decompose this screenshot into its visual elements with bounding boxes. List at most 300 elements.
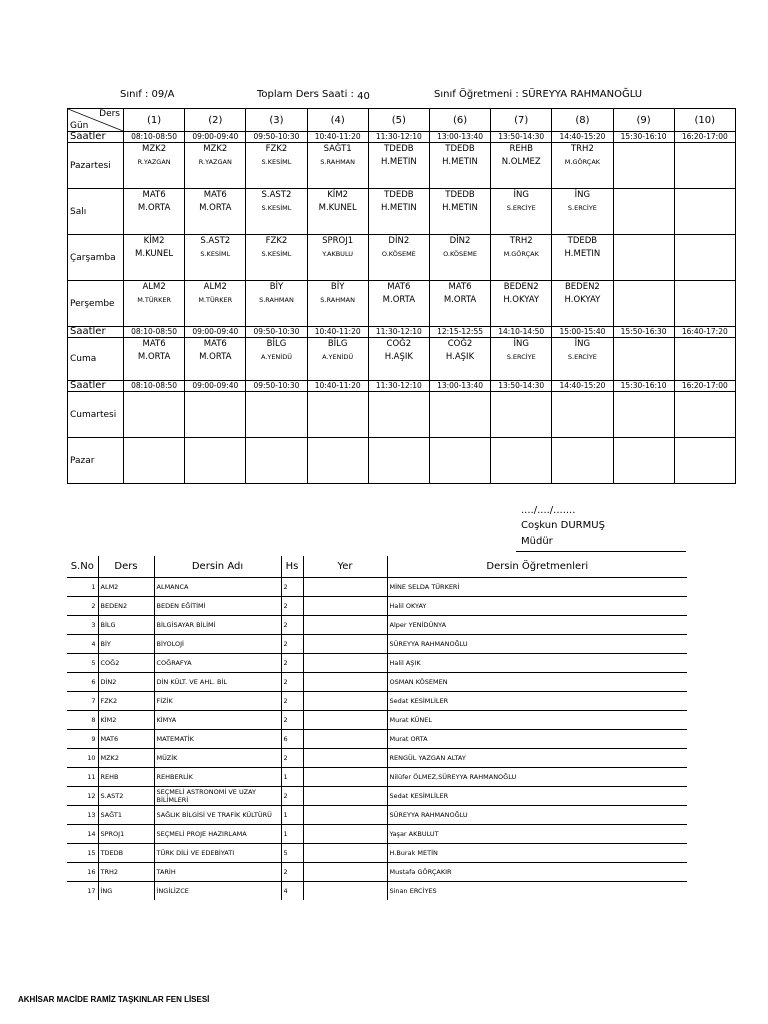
lesson-teacher: M.ORTA (137, 352, 171, 362)
course-code: BİY (98, 635, 154, 654)
lesson-cell (185, 143, 246, 189)
lesson-teacher: S.RAHMAN (259, 296, 294, 304)
course-hours: 2 (281, 616, 303, 635)
course-teachers: Alper YENİDÜNYA (387, 616, 687, 635)
corner-gun-label: Gün (70, 121, 89, 131)
lesson-teacher: H.AŞIK (445, 352, 475, 362)
lesson-code: FZK2 (265, 144, 288, 154)
lesson-teacher: S.ERCİYE (506, 353, 536, 361)
lesson-cell (552, 338, 613, 381)
lesson-teacher: M.GÖRÇAK (503, 250, 539, 258)
weekly-schedule-table (67, 108, 736, 484)
lesson-teacher: M.KÜNEL (318, 203, 357, 213)
course-code: BİLG (98, 616, 154, 635)
lesson-teacher: R.YAZGAN (137, 158, 171, 166)
lesson-teacher: H.OKYAY (503, 295, 540, 305)
table-row (67, 730, 687, 749)
course-location (303, 578, 387, 597)
time-slot: 09:00-09:40 (185, 132, 246, 143)
lesson-code: ALM2 (203, 282, 227, 292)
course-code: S.AST2 (98, 787, 154, 806)
course-name: İNGİLİZCE (154, 882, 281, 901)
course-name: TARİH (154, 863, 281, 882)
lesson-code: İNG (574, 190, 591, 200)
lesson-code: İNG (574, 339, 591, 349)
course-teachers: Nilüfer ÖLMEZ,SÜREYYA RAHMANOĞLU (387, 768, 687, 787)
day-label: Cumartesi (68, 392, 124, 438)
day-row-cuma (68, 338, 736, 381)
lesson-cell (613, 235, 674, 281)
col-header-ders: Ders (98, 556, 154, 578)
lesson-code: MAT6 (142, 339, 166, 349)
row-number: 17 (67, 882, 98, 901)
course-code: ALM2 (98, 578, 154, 597)
lesson-teacher: N.ÖLMEZ (501, 157, 541, 167)
lesson-teacher: H.AŞIK (384, 352, 413, 362)
course-hours: 2 (281, 597, 303, 616)
class-teacher: Sınıf Öğretmeni : SÜREYYA RAHMANOĞLU (434, 89, 643, 100)
course-location (303, 863, 387, 882)
course-name: SEÇMELİ PROJE HAZIRLAMA (154, 825, 281, 844)
time-slot: 14:40-15:20 (552, 381, 613, 392)
lesson-cell (429, 338, 490, 381)
lesson-teacher: M.ORTA (199, 352, 232, 362)
corner-cell (68, 109, 124, 132)
lesson-cell (246, 143, 307, 189)
course-hours: 2 (281, 578, 303, 597)
table-row (67, 882, 687, 901)
course-name: DİN KÜLT. VE AHL. BİL (154, 673, 281, 692)
course-code: İNG (98, 882, 154, 901)
course-name: ALMANCA (154, 578, 281, 597)
lesson-cell (368, 235, 429, 281)
time-slot: 09:00-09:40 (185, 381, 246, 392)
course-location (303, 673, 387, 692)
lesson-cell (613, 189, 674, 235)
time-slot: 16:20-17:00 (674, 132, 735, 143)
time-slot: 13:00-13:40 (429, 132, 490, 143)
table-row (67, 806, 687, 825)
lesson-code: İNG (513, 339, 529, 349)
lesson-cell (674, 338, 735, 381)
day-row-cumartesi (68, 392, 736, 438)
col-header-yer: Yer (303, 556, 387, 578)
course-location (303, 749, 387, 768)
lesson-cell (124, 143, 185, 189)
lesson-cell (491, 235, 552, 281)
course-name: MÜZİK (154, 749, 281, 768)
period-header: (6) (429, 109, 490, 132)
lesson-cell (613, 438, 674, 484)
lesson-code: COĞ2 (386, 339, 412, 349)
lesson-cell (124, 438, 185, 484)
time-slot: 16:20-17:00 (674, 381, 735, 392)
course-hours: 4 (281, 882, 303, 901)
course-location (303, 806, 387, 825)
lesson-cell (307, 338, 368, 381)
lesson-teacher: S.KESİML (200, 250, 231, 258)
course-teachers: Halil OKYAY (387, 597, 687, 616)
times-row (68, 132, 736, 143)
time-slot: 09:50-10:30 (246, 327, 307, 338)
course-code: TRH2 (98, 863, 154, 882)
lesson-teacher: S.ERCİYE (567, 204, 597, 212)
course-name: BEDEN EĞİTİMİ (154, 597, 281, 616)
lesson-cell (429, 143, 490, 189)
period-header: (8) (552, 109, 613, 132)
course-location (303, 882, 387, 901)
day-label: Çarşamba (68, 235, 124, 281)
lesson-cell (429, 438, 490, 484)
lesson-code: ALM2 (142, 282, 166, 292)
course-teachers: Yaşar AKBULUT (387, 825, 687, 844)
row-number: 12 (67, 787, 98, 806)
time-slot: 11:30-12:10 (368, 381, 429, 392)
table-row (67, 787, 687, 806)
lesson-cell (613, 281, 674, 327)
course-teachers: Murat ORTA (387, 730, 687, 749)
course-code: REHB (98, 768, 154, 787)
lesson-cell (185, 438, 246, 484)
time-slot: 16:40-17:20 (674, 327, 735, 338)
course-location (303, 787, 387, 806)
total-hours-value: 40 (357, 91, 370, 102)
lesson-code: REHB (509, 144, 533, 154)
lesson-code: MAT6 (203, 190, 227, 200)
row-number: 1 (67, 578, 98, 597)
row-number: 3 (67, 616, 98, 635)
course-code: COĞ2 (98, 654, 154, 673)
course-name: MATEMATİK (154, 730, 281, 749)
lesson-code: MAT6 (203, 339, 227, 349)
course-name: FİZİK (154, 692, 281, 711)
course-hours: 1 (281, 768, 303, 787)
period-header: (1) (124, 109, 185, 132)
course-teachers: MİNE SELDA TÜRKERİ (387, 578, 687, 597)
total-hours-label: Toplam Ders Saati : (257, 89, 358, 100)
lesson-code: TDEDB (384, 144, 414, 154)
day-label: Cuma (68, 338, 124, 381)
day-row-sali (68, 189, 736, 235)
course-location (303, 616, 387, 635)
time-slot: 15:50-16:30 (613, 327, 674, 338)
course-name: TÜRK DİLİ VE EDEBİYATI (154, 844, 281, 863)
course-teachers: Sedat KESİMLİLER (387, 692, 687, 711)
period-header: (7) (491, 109, 552, 132)
lesson-cell (552, 189, 613, 235)
time-slot: 11:30-12:10 (368, 132, 429, 143)
lesson-teacher: S.ERCİYE (567, 353, 597, 361)
saatler-label: Saatler (68, 132, 124, 143)
period-header: (10) (674, 109, 735, 132)
course-location (303, 711, 387, 730)
lesson-teacher: S.KESİML (261, 204, 292, 212)
row-number: 2 (67, 597, 98, 616)
saatler-label: Saatler (68, 327, 124, 338)
signature-date: ..../..../....... (521, 505, 576, 516)
time-slot: 13:00-13:40 (429, 381, 490, 392)
lesson-cell (246, 235, 307, 281)
lesson-cell (552, 281, 613, 327)
course-hours: 2 (281, 673, 303, 692)
table-row (67, 692, 687, 711)
lesson-cell (124, 392, 185, 438)
lesson-cell (307, 392, 368, 438)
course-teachers: SÜREYYA RAHMANOĞLU (387, 635, 687, 654)
course-teachers: Sedat KESİMLİLER (387, 787, 687, 806)
lesson-cell (185, 392, 246, 438)
lesson-code: TDEDB (445, 144, 475, 154)
table-row (67, 673, 687, 692)
lesson-cell (552, 438, 613, 484)
day-row-pazar (68, 438, 736, 484)
course-name: REHBERLİK (154, 768, 281, 787)
course-list-header-row (67, 556, 687, 578)
table-row (67, 616, 687, 635)
time-slot: 08:10-08:50 (124, 132, 185, 143)
lesson-cell (491, 143, 552, 189)
lesson-cell (185, 281, 246, 327)
lesson-cell (124, 338, 185, 381)
course-code: SPROJ1 (98, 825, 154, 844)
day-label: Pazartesi (68, 143, 124, 189)
school-name-footer: AKHİSAR MACİDE RAMİZ TAŞKINLAR FEN LİSESİ (18, 995, 210, 1004)
lesson-code: DİN2 (449, 236, 471, 246)
lesson-code: S.AST2 (200, 236, 231, 246)
table-row (67, 578, 687, 597)
col-header-hs: Hs (281, 556, 303, 578)
lesson-code: BİLG (327, 339, 348, 349)
course-hours: 5 (281, 844, 303, 863)
course-location (303, 635, 387, 654)
course-name: BİYOLOJİ (154, 635, 281, 654)
lesson-cell (674, 189, 735, 235)
day-label: Perşembe (68, 281, 124, 327)
lesson-teacher: R.YAZGAN (198, 158, 232, 166)
row-number: 9 (67, 730, 98, 749)
time-slot: 13:50-14:30 (491, 381, 552, 392)
course-teachers: RENGÜL YAZGAN ALTAY (387, 749, 687, 768)
lesson-teacher: O.KÖSEME (381, 250, 416, 258)
course-code: TDEDB (98, 844, 154, 863)
time-slot: 09:50-10:30 (246, 132, 307, 143)
time-slot: 08:10-08:50 (124, 327, 185, 338)
course-teachers: Murat KÜNEL (387, 711, 687, 730)
course-list-body (67, 578, 687, 901)
times-row (68, 381, 736, 392)
time-slot: 15:30-16:10 (613, 381, 674, 392)
lesson-cell (307, 189, 368, 235)
lesson-cell (307, 438, 368, 484)
lesson-teacher: Y.AKBULU (322, 250, 353, 258)
lesson-teacher: M.ORTA (382, 295, 416, 305)
lesson-teacher: H.METİN (564, 249, 601, 259)
course-location (303, 730, 387, 749)
row-number: 10 (67, 749, 98, 768)
period-header-row (68, 109, 736, 132)
lesson-cell (246, 392, 307, 438)
lesson-cell (429, 281, 490, 327)
course-name: KİMYA (154, 711, 281, 730)
course-hours: 1 (281, 806, 303, 825)
course-location (303, 825, 387, 844)
course-hours: 2 (281, 787, 303, 806)
table-row (67, 635, 687, 654)
course-teachers: Mustafa GÖRÇAKIR (387, 863, 687, 882)
course-teachers: H.Burak METİN (387, 844, 687, 863)
row-number: 4 (67, 635, 98, 654)
lesson-cell (491, 338, 552, 381)
row-number: 7 (67, 692, 98, 711)
lesson-code: KİM2 (143, 236, 165, 246)
course-hours: 2 (281, 749, 303, 768)
lesson-code: İNG (513, 190, 529, 200)
course-hours: 2 (281, 692, 303, 711)
course-code: MAT6 (98, 730, 154, 749)
lesson-teacher: M.TÜRKER (137, 296, 171, 304)
lesson-cell (674, 281, 735, 327)
lesson-cell (368, 438, 429, 484)
lesson-cell (491, 189, 552, 235)
principal-title: Müdür (521, 536, 553, 547)
course-teachers: OSMAN KÖSEMEN (387, 673, 687, 692)
lesson-cell (429, 235, 490, 281)
course-teachers: Halil AŞIK (387, 654, 687, 673)
table-row (67, 844, 687, 863)
period-header: (4) (307, 109, 368, 132)
course-hours: 1 (281, 825, 303, 844)
lesson-code: S.AST2 (261, 190, 292, 200)
course-hours: 2 (281, 635, 303, 654)
lesson-teacher: H.METİN (380, 203, 417, 213)
time-slot: 09:00-09:40 (185, 327, 246, 338)
lesson-code: TRH2 (509, 236, 533, 246)
lesson-teacher: M.ORTA (199, 203, 232, 213)
lesson-teacher: S.RAHMAN (320, 296, 355, 304)
lesson-cell (674, 438, 735, 484)
lesson-teacher: S.KESİML (261, 158, 292, 166)
lesson-teacher: M.ORTA (137, 203, 171, 213)
lesson-code: KİM2 (327, 190, 349, 200)
day-row-carsamba (68, 235, 736, 281)
time-slot: 15:30-16:10 (613, 132, 674, 143)
lesson-teacher: S.ERCİYE (506, 204, 536, 212)
lesson-teacher: O.KÖSEME (443, 250, 477, 258)
lesson-cell (552, 235, 613, 281)
course-teachers: Sinan ERCİYES (389, 887, 437, 895)
lesson-cell (491, 392, 552, 438)
period-header: (9) (613, 109, 674, 132)
day-label: Pazar (68, 438, 124, 484)
course-name: BİLGİSAYAR BİLİMİ (154, 616, 281, 635)
lesson-teacher: H.METİN (442, 157, 478, 167)
lesson-cell (246, 338, 307, 381)
course-code: BEDEN2 (98, 597, 154, 616)
lesson-code: TDEDB (567, 236, 598, 246)
row-number: 15 (67, 844, 98, 863)
course-location (303, 597, 387, 616)
lesson-cell (246, 189, 307, 235)
lesson-code: SPROJ1 (322, 236, 354, 246)
course-teachers: SÜREYYA RAHMANOĞLU (387, 806, 687, 825)
course-location (303, 692, 387, 711)
lesson-teacher: S.KESİML (261, 250, 292, 258)
lesson-code: BİY (269, 282, 284, 292)
table-row (67, 711, 687, 730)
lesson-cell (674, 235, 735, 281)
table-row (67, 597, 687, 616)
row-number: 8 (67, 711, 98, 730)
lesson-cell (185, 338, 246, 381)
col-header-dersin-adi: Dersin Adı (154, 556, 281, 578)
course-code: FZK2 (98, 692, 154, 711)
lesson-cell (307, 235, 368, 281)
lesson-cell (368, 281, 429, 327)
course-code: KİM2 (98, 711, 154, 730)
lesson-code: BEDEN2 (564, 282, 600, 292)
lesson-teacher: M.GÖRÇAK (564, 158, 601, 166)
row-number: 13 (67, 806, 98, 825)
lesson-cell (368, 338, 429, 381)
row-number: 11 (67, 768, 98, 787)
table-row (67, 654, 687, 673)
times-row (68, 327, 736, 338)
lesson-teacher: H.METİN (380, 157, 417, 167)
lesson-code: MAT6 (387, 282, 411, 292)
lesson-cell (552, 143, 613, 189)
lesson-cell (429, 189, 490, 235)
lesson-teacher: A.YENİDÜ (322, 353, 354, 361)
period-header: (2) (185, 109, 246, 132)
day-row-persembe (68, 281, 736, 327)
time-slot: 10:40-11:20 (307, 132, 368, 143)
time-slot: 14:10-14:50 (491, 327, 552, 338)
lesson-code: BEDEN2 (503, 282, 539, 292)
day-label: Salı (68, 189, 124, 235)
lesson-cell (674, 392, 735, 438)
lesson-cell (552, 392, 613, 438)
lesson-code: MAT6 (448, 282, 472, 292)
lesson-cell (124, 235, 185, 281)
lesson-code: BİLG (266, 339, 287, 349)
lesson-code: MZK2 (142, 144, 167, 154)
period-header: (5) (368, 109, 429, 132)
table-row (67, 749, 687, 768)
lesson-cell (307, 143, 368, 189)
principal-name: Coşkun DURMUŞ (521, 520, 605, 531)
total-hours (257, 89, 370, 100)
lesson-code: MAT6 (142, 190, 166, 200)
time-slot: 12:15-12:55 (429, 327, 490, 338)
col-header-sno: S.No (67, 556, 98, 578)
course-code: DİN2 (98, 673, 154, 692)
lesson-cell (491, 281, 552, 327)
table-row (67, 768, 687, 787)
lesson-code: COĞ2 (447, 339, 473, 349)
lesson-cell (429, 392, 490, 438)
course-name: SEÇMELİ ASTRONOMİ VE UZAY BİLİMLERİ (154, 787, 281, 806)
time-slot: 10:40-11:20 (307, 381, 368, 392)
lesson-teacher: M.TÜRKER (198, 296, 233, 304)
lesson-cell (246, 281, 307, 327)
time-slot: 10:40-11:20 (307, 327, 368, 338)
time-slot: 08:10-08:50 (124, 381, 185, 392)
time-slot: 14:40-15:20 (552, 132, 613, 143)
corner-ders-label: Ders (99, 109, 120, 119)
lesson-cell (368, 143, 429, 189)
time-slot: 13:50-14:30 (491, 132, 552, 143)
lesson-code: MZK2 (203, 144, 228, 154)
